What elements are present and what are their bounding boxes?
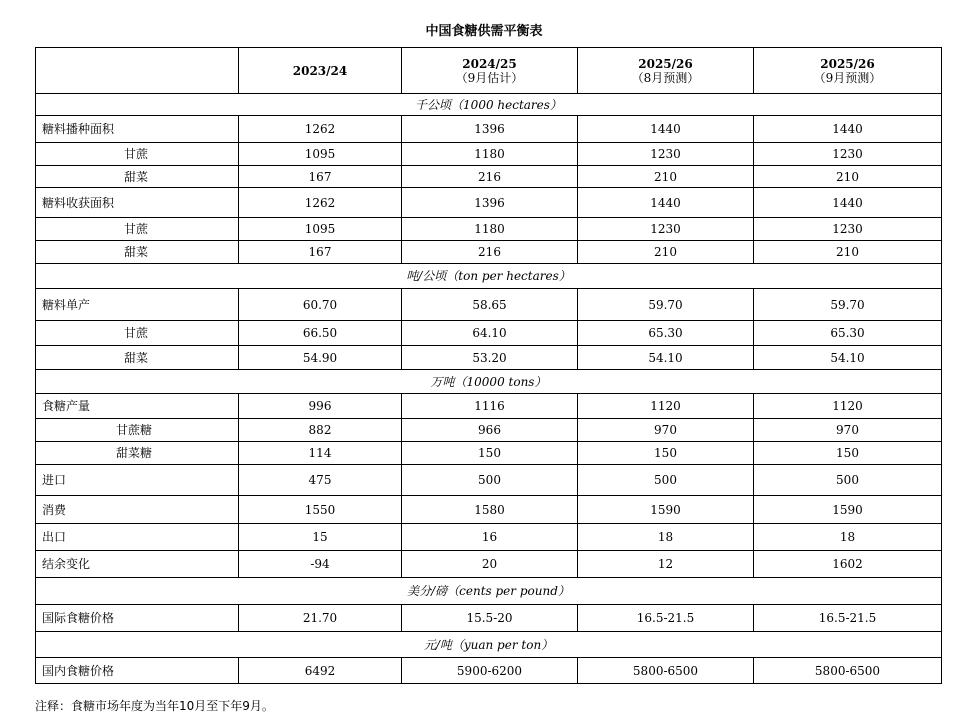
cell: 210 xyxy=(578,241,754,264)
row-label: 进口 xyxy=(36,465,239,496)
cell: 5800-6500 xyxy=(754,658,942,684)
table-row xyxy=(36,166,942,188)
cell: 1230 xyxy=(754,143,942,166)
cell: 59.70 xyxy=(754,289,942,321)
cell: 216 xyxy=(402,241,578,264)
cell: 6492 xyxy=(239,658,402,684)
table-row xyxy=(36,346,942,370)
cell: 54.90 xyxy=(239,346,402,370)
cell: 1602 xyxy=(754,551,942,578)
row-label: 消费 xyxy=(36,496,239,524)
supply-demand-table xyxy=(35,47,942,684)
unit-dom-price: 元/吨（yuan per ton） xyxy=(36,632,942,658)
cell: 167 xyxy=(239,241,402,264)
cell: 1230 xyxy=(578,218,754,241)
table-row xyxy=(36,143,942,166)
cell: 150 xyxy=(754,442,942,465)
cell: 65.30 xyxy=(578,321,754,346)
cell: 60.70 xyxy=(239,289,402,321)
table-row xyxy=(36,394,942,419)
table-row xyxy=(36,605,942,632)
col-header-2024-25: 2024/25 （9月估计） xyxy=(402,48,578,94)
table-row xyxy=(36,188,942,218)
table-row xyxy=(36,218,942,241)
cell: 150 xyxy=(578,442,754,465)
cell: 966 xyxy=(402,419,578,442)
cell: 1440 xyxy=(754,188,942,218)
cell: -94 xyxy=(239,551,402,578)
row-label: 糖料播种面积 xyxy=(36,116,239,143)
unit-row xyxy=(36,370,942,394)
cell: 1396 xyxy=(402,188,578,218)
table-row xyxy=(36,442,942,465)
unit-intl-price: 美分/磅（cents per pound） xyxy=(36,578,942,605)
cell: 210 xyxy=(578,166,754,188)
row-label: 国际食糖价格 xyxy=(36,605,239,632)
cell: 12 xyxy=(578,551,754,578)
table-row xyxy=(36,465,942,496)
unit-tons: 万吨（10000 tons） xyxy=(36,370,942,394)
row-label: 甜菜 xyxy=(36,241,239,264)
cell: 500 xyxy=(402,465,578,496)
cell: 1262 xyxy=(239,116,402,143)
cell: 1180 xyxy=(402,218,578,241)
row-label: 甘蔗 xyxy=(36,218,239,241)
cell: 1180 xyxy=(402,143,578,166)
col-header-2025-26-sep: 2025/26 （9月预测） xyxy=(754,48,942,94)
cell: 996 xyxy=(239,394,402,419)
cell: 54.10 xyxy=(578,346,754,370)
cell: 1440 xyxy=(754,116,942,143)
cell: 1116 xyxy=(402,394,578,419)
cell: 53.20 xyxy=(402,346,578,370)
cell: 1262 xyxy=(239,188,402,218)
cell: 1120 xyxy=(578,394,754,419)
row-label: 国内食糖价格 xyxy=(36,658,239,684)
row-label: 糖料单产 xyxy=(36,289,239,321)
row-label: 甘蔗 xyxy=(36,143,239,166)
cell: 21.70 xyxy=(239,605,402,632)
table-row xyxy=(36,496,942,524)
cell: 54.10 xyxy=(754,346,942,370)
cell: 970 xyxy=(754,419,942,442)
cell: 59.70 xyxy=(578,289,754,321)
cell: 16.5-21.5 xyxy=(754,605,942,632)
footnote: 注释：食糖市场年度为当年10月至下年9月。 xyxy=(35,699,274,713)
cell: 1230 xyxy=(578,143,754,166)
unit-area: 千公顷（1000 hectares） xyxy=(36,94,942,116)
row-label: 食糖产量 xyxy=(36,394,239,419)
cell: 500 xyxy=(578,465,754,496)
cell: 210 xyxy=(754,241,942,264)
cell: 1120 xyxy=(754,394,942,419)
cell: 167 xyxy=(239,166,402,188)
cell: 150 xyxy=(402,442,578,465)
cell: 58.65 xyxy=(402,289,578,321)
row-label: 结余变化 xyxy=(36,551,239,578)
cell: 5800-6500 xyxy=(578,658,754,684)
unit-row xyxy=(36,578,942,605)
cell: 20 xyxy=(402,551,578,578)
cell: 18 xyxy=(578,524,754,551)
row-label: 甜菜糖 xyxy=(36,442,239,465)
row-label: 出口 xyxy=(36,524,239,551)
cell: 970 xyxy=(578,419,754,442)
cell: 5900-6200 xyxy=(402,658,578,684)
row-label: 甘蔗糖 xyxy=(36,419,239,442)
cell: 1590 xyxy=(578,496,754,524)
unit-row xyxy=(36,264,942,289)
unit-row xyxy=(36,94,942,116)
table-row xyxy=(36,419,942,442)
table-row xyxy=(36,551,942,578)
header-blank xyxy=(36,48,239,94)
table-row xyxy=(36,658,942,684)
row-label: 甘蔗 xyxy=(36,321,239,346)
cell: 18 xyxy=(754,524,942,551)
header-row xyxy=(36,48,942,94)
cell: 1095 xyxy=(239,143,402,166)
cell: 1440 xyxy=(578,188,754,218)
cell: 1550 xyxy=(239,496,402,524)
cell: 114 xyxy=(239,442,402,465)
unit-row xyxy=(36,632,942,658)
cell: 16 xyxy=(402,524,578,551)
cell: 1396 xyxy=(402,116,578,143)
row-label: 糖料收获面积 xyxy=(36,188,239,218)
cell: 15.5-20 xyxy=(402,605,578,632)
row-label: 甜菜 xyxy=(36,346,239,370)
table-title: 中国食糖供需平衡表 xyxy=(425,24,543,39)
table-row xyxy=(36,321,942,346)
unit-yield: 吨/公顷（ton per hectares） xyxy=(36,264,942,289)
cell: 1230 xyxy=(754,218,942,241)
cell: 475 xyxy=(239,465,402,496)
table-row xyxy=(36,241,942,264)
col-header-2025-26-aug: 2025/26 （8月预测） xyxy=(578,48,754,94)
cell: 1590 xyxy=(754,496,942,524)
table-row xyxy=(36,116,942,143)
cell: 65.30 xyxy=(754,321,942,346)
cell: 16.5-21.5 xyxy=(578,605,754,632)
cell: 1095 xyxy=(239,218,402,241)
row-label: 甜菜 xyxy=(36,166,239,188)
cell: 66.50 xyxy=(239,321,402,346)
cell: 500 xyxy=(754,465,942,496)
col-header-2023-24: 2023/24 xyxy=(239,48,402,94)
cell: 210 xyxy=(754,166,942,188)
cell: 216 xyxy=(402,166,578,188)
cell: 15 xyxy=(239,524,402,551)
cell: 1440 xyxy=(578,116,754,143)
cell: 1580 xyxy=(402,496,578,524)
cell: 882 xyxy=(239,419,402,442)
table-row xyxy=(36,524,942,551)
table-row xyxy=(36,289,942,321)
cell: 64.10 xyxy=(402,321,578,346)
